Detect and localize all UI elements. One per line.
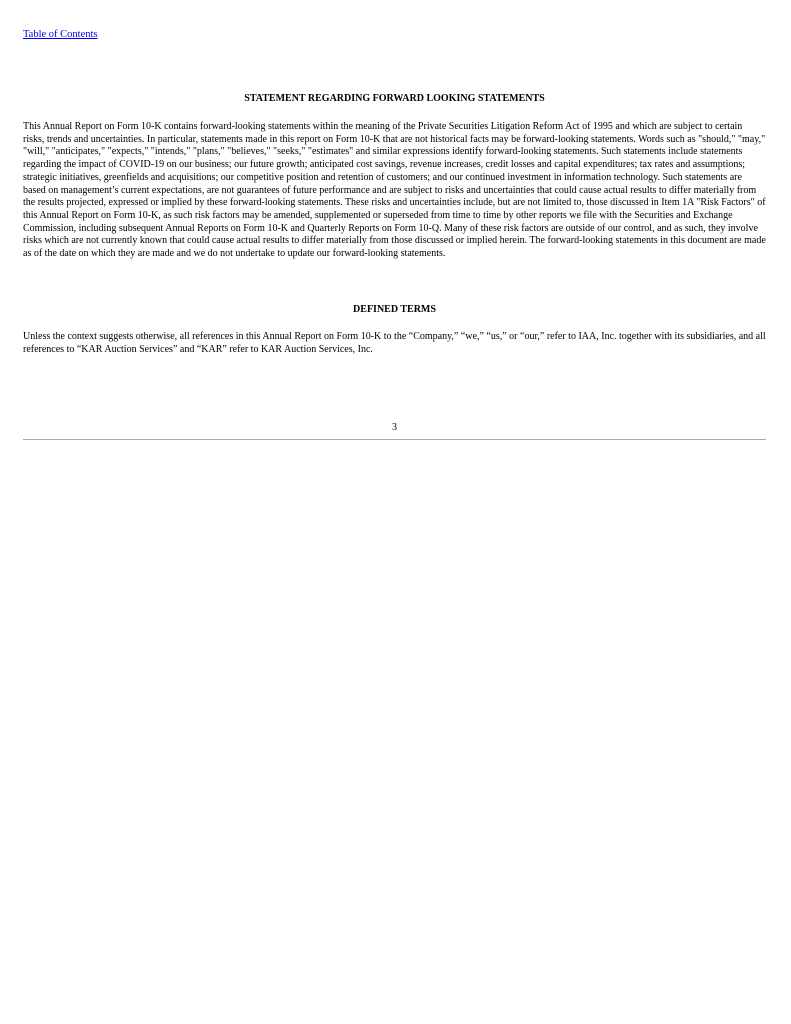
defined-terms-paragraph: Unless the context suggests otherwise, all references in this Annual Report on Form 10-K to the “Company,” “we,” “us,” or “our,” refer to IAA, Inc. together with its subsidiaries, and all references to “KAR Auction Services” and “KAR” refer to KAR Auction Services, Inc.	[23, 331, 766, 355]
forward-looking-statements-paragraph: This Annual Report on Form 10-K contains forward-looking statements within the meaning of the Private Securities Litigation Reform Act of 1995 and which are subject to certain risks, trends and uncertainties. In particular, statements made in this report on Form 10-K that are not historical facts may be forward-looking statements. Words such as "should," "may," "will," "anticipates," "expects," "intends," "plans," "believes," "seeks," "estimates" and similar expressions identify forward-looking statements. Such statements include statements regarding the impact of COVID-19 on our business; our future growth; anticipated cost savings, revenue increases, credit losses and capital expenditures; tax rates and assumptions; strategic initiatives, greenfields and acquisitions; our competitive position and retention of customers; and our continued investment in information technology. Such statements are based on management’s current expectations, are not guarantees of future performance and are subject to risks and uncertainties that could cause actual results to differ materially from the results projected, expressed or implied by these forward-looking statements. These risks and uncertainties include, but are not limited to, those discussed in Item 1A "Risk Factors" of this Annual Report on Form 10-K, as such risk factors may be amended, supplemented or superseded from time to time by other reports we file with the Securities and Exchange Commission, including subsequent Annual Reports on Form 10-K and Quarterly Reports on Form 10-Q. Many of these risk factors are outside of our control, and as such, they involve risks which are not currently known that could cause actual results to differ materially from those discussed or implied herein. The forward-looking statements in this document are made as of the date on which they are made and we do not undertake to update our forward-looking statements.	[23, 121, 766, 260]
page-divider	[23, 439, 766, 440]
forward-looking-statements-heading: STATEMENT REGARDING FORWARD LOOKING STATEMENTS	[244, 93, 545, 104]
page-number: 3	[392, 422, 397, 433]
defined-terms-heading: DEFINED TERMS	[353, 304, 436, 315]
table-of-contents-link[interactable]: Table of Contents	[23, 29, 98, 40]
